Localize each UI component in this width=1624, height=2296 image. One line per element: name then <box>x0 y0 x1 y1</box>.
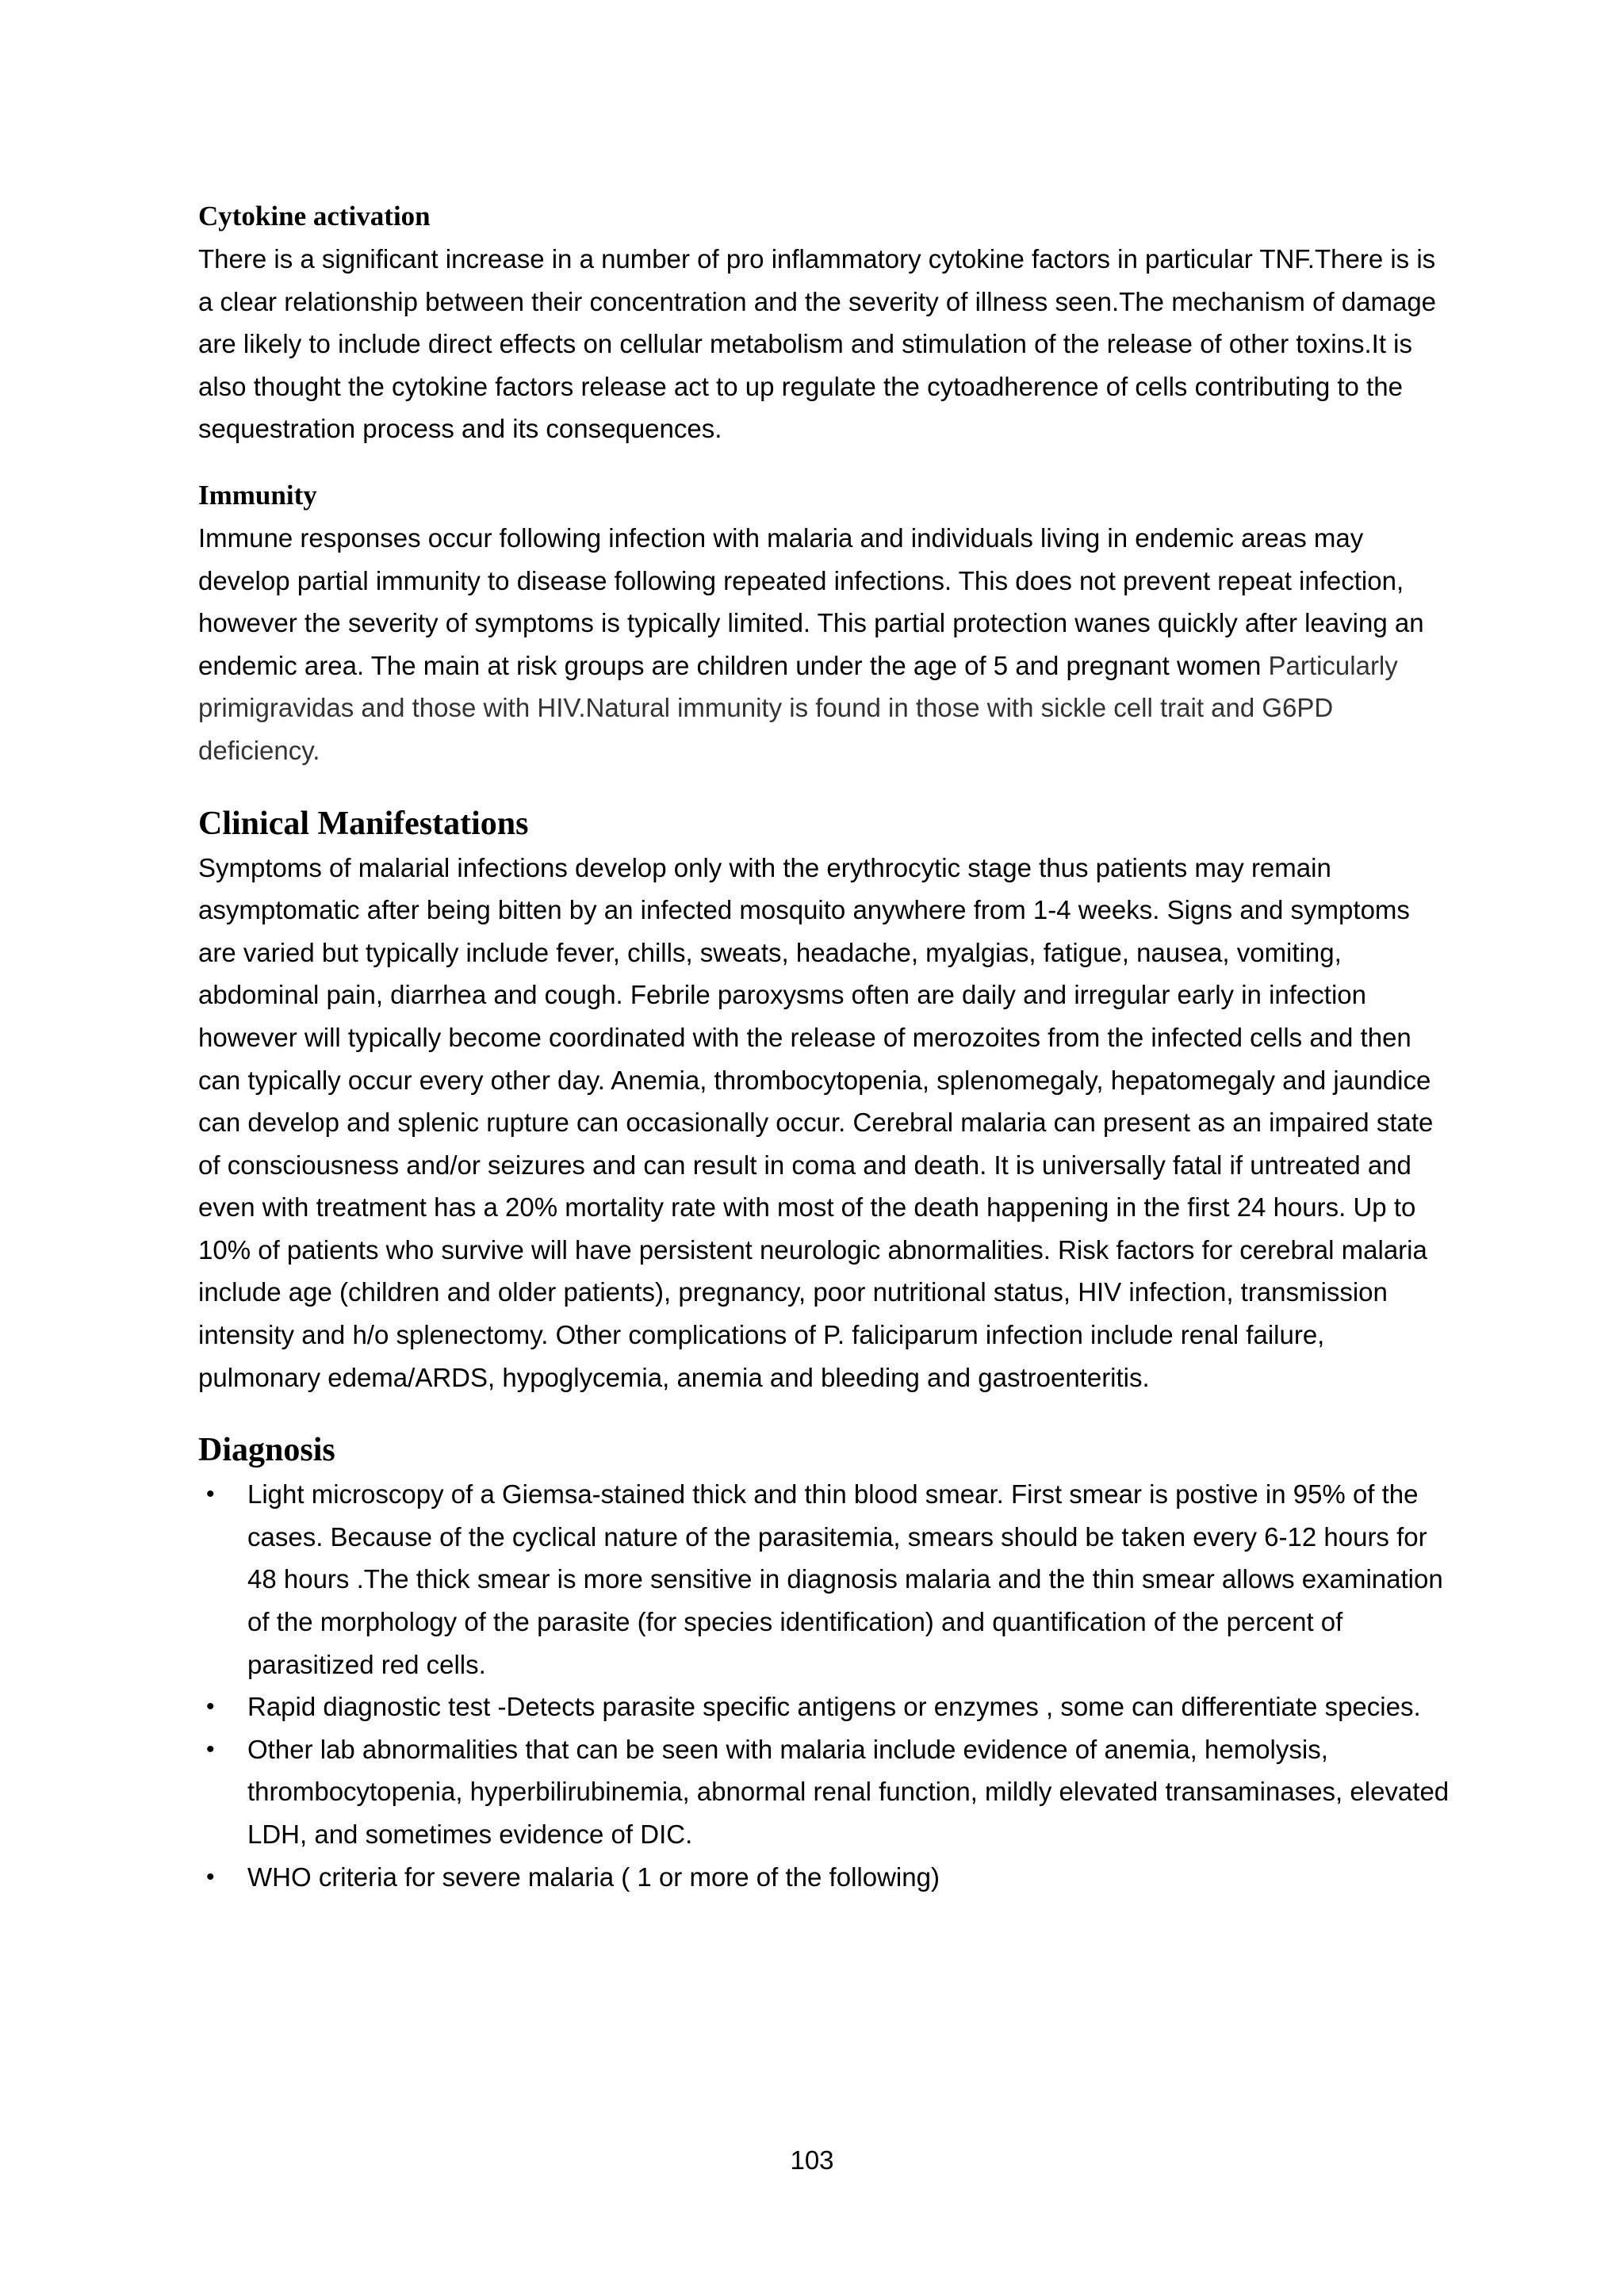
list-item <box>198 1473 1451 1686</box>
page-number: 103 <box>790 2145 834 2175</box>
diagnosis-list <box>198 1473 1451 1898</box>
bullet-icon: • <box>206 1735 215 1762</box>
bullet-icon: • <box>206 1481 215 1508</box>
spacer <box>198 772 1451 801</box>
spacer <box>198 450 1451 474</box>
bullet-icon: • <box>206 1693 215 1720</box>
list-item <box>198 1728 1451 1856</box>
page-content <box>198 195 1451 1898</box>
clinical-manifestations-paragraph: Symptoms of malarial infections develop only with the erythrocytic stage thus patients may remain asymptomatic after being bitten by an infected mosquito anywhere from 1-4 weeks. Signs and symptoms are varied but typically include fever, chills, sweats, headache, myalgias, fatigue, nausea, vomiting, abdominal pain, diarrhea and cough. Febrile paroxysms often are daily and irregular early in infection however will typically become coordinated with the release of merozoites from the infected cells and then can typically occur every other day. Anemia, thrombocytopenia, splenomegaly, hepatomegaly and jaundice can develop and splenic rupture can occasionally occur. Cerebral malaria can present as an impaired state of consciousness and/or seizures and can result in coma and death. It is universally fatal if untreated and even with treatment has a 20% mortality rate with most of the death happening in the first 24 hours. Up to 10% of patients who survive will have persistent neurologic abnormalities. Risk factors for cerebral malaria include age (children and older patients), pregnancy, poor nutritional status, HIV infection, transmission intensity and h/o splenectomy. Other complications of P. faliciparum infection include renal failure, pulmonary edema/ARDS, hypoglycemia, anemia and bleeding and gastroenteritis. <box>198 852 1434 1392</box>
spacer <box>198 1399 1451 1427</box>
diagnosis-heading: Diagnosis <box>198 1432 335 1469</box>
immunity-text-main: Immune responses occur following infection with malaria and individuals living in endemic areas may develop partial immunity to disease following repeated infections. This does not prevent repeat infection, however the severity of symptoms is typically limited. This partial protection wanes quickly after leaving an endemic area. The main at risk groups are children under the age of 5 and pregnant women <box>198 522 1424 680</box>
bullet-icon: • <box>206 1863 215 1890</box>
immunity-paragraph <box>198 517 1451 772</box>
immunity-heading: Immunity <box>198 479 317 511</box>
list-item <box>198 1686 1451 1728</box>
list-item-text: Rapid diagnostic test -Detects parasite specific antigens or enzymes , some can differentiate species. <box>247 1692 1421 1722</box>
cytokine-heading: Cytokine activation <box>198 201 431 232</box>
list-item-text: WHO criteria for severe malaria ( 1 or more of the following) <box>247 1862 940 1892</box>
list-item-text: Light microscopy of a Giemsa-stained thick and thin blood smear. First smear is postive in 95% of the cases. Because of the cyclical nature of the parasitemia, smears should be taken every 6-12 hours for 48 hours .The thick smear is more sensitive in diagnosis malaria and the thin smear allows examination of the morphology of the parasite (for species identification) and quantification of the percent of parasitized red cells. <box>247 1479 1443 1679</box>
cytokine-paragraph: There is a significant increase in a number of pro inflammatory cytokine factors in particular TNF.There is is a clear relationship between their concentration and the severity of illness seen.The mechanism of damage are likely to include direct effects on cellular metabolism and stimulation of the release of other toxins.It is also thought the cytokine factors release act to up regulate the cytoadherence of cells contributing to the sequestration process and its consequences. <box>198 244 1437 444</box>
list-item-text: Other lab abnormalities that can be seen with malaria include evidence of anemia, hemolysis, thrombocytopenia, hyperbilirubinemia, abnormal renal function, mildly elevated transaminases, elevated LDH, and sometimes evidence of DIC. <box>247 1734 1450 1849</box>
clinical-manifestations-heading: Clinical Manifestations <box>198 805 529 842</box>
immunity-text-tail: Particularly primigravidas and those with HIV.Natural immunity is found in those with sickle cell trait and G6PD deficiency. <box>198 650 1398 765</box>
list-item <box>198 1856 1451 1899</box>
